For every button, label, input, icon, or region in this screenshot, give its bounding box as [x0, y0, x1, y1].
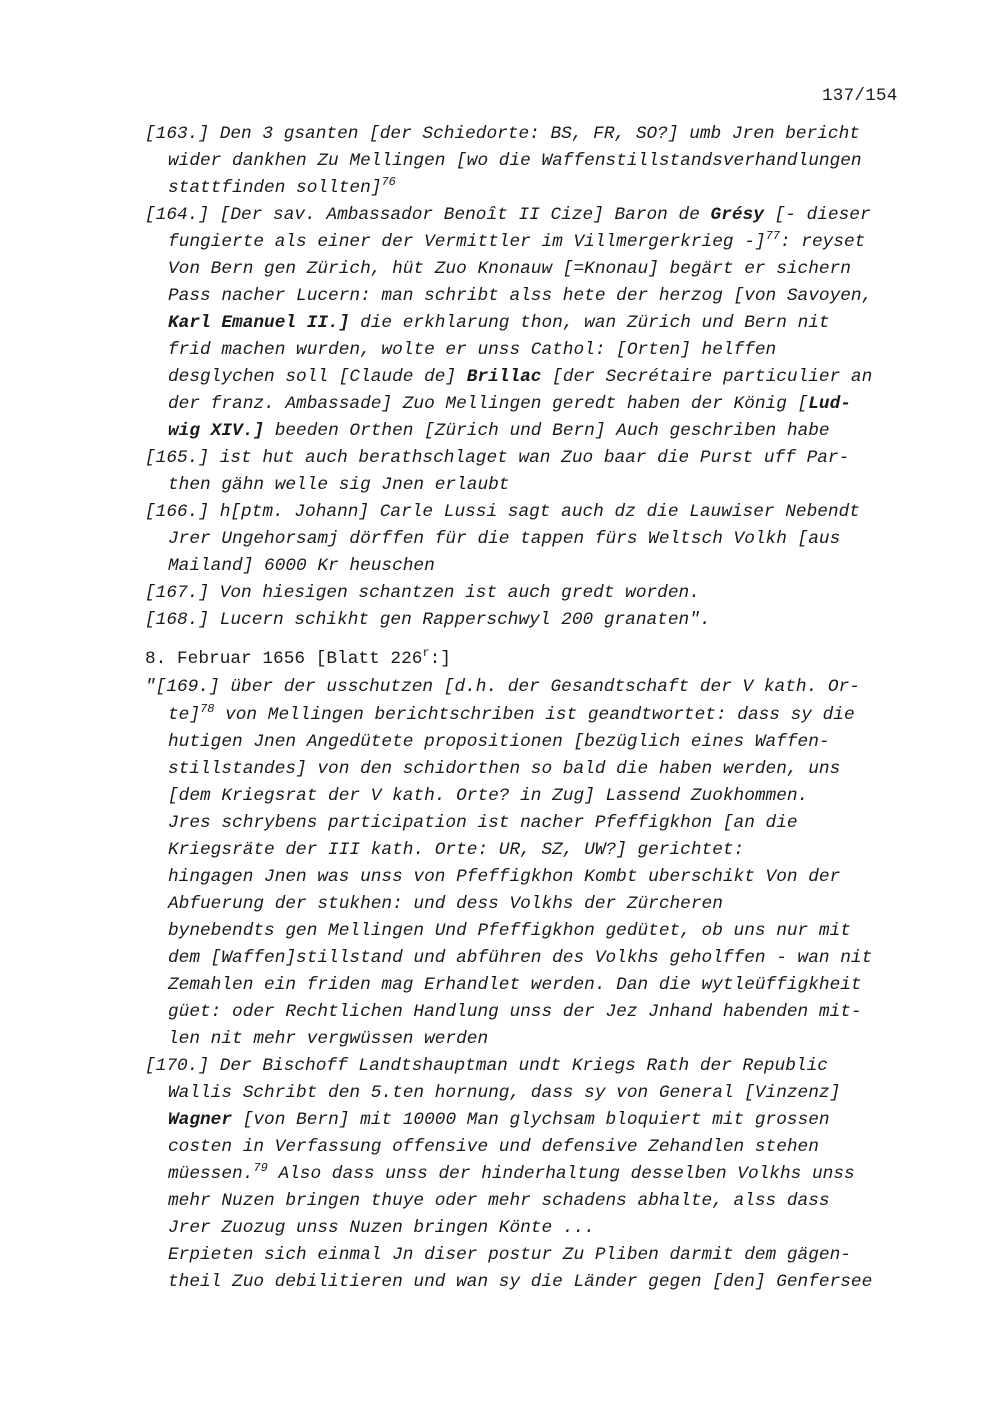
- entry-169-line-4: stillstandes] von den schidorthen so bald die haben werden, uns: [168, 759, 841, 779]
- entry-164-line-6: frid machen wurden, wolte er unss Cathol: [Orten] helffen: [168, 340, 777, 360]
- entry-169-line-5: [dem Kriegsrat der V kath. Orte? in Zug] Lassend Zuokhommen.: [168, 786, 809, 806]
- entry-164-line-7: [168, 367, 872, 387]
- entry-169-line-3: hutigen Jnen Angedütete propositionen [bezüglich eines Waffen-: [168, 732, 830, 752]
- entry-164-text-c: fungierte als einer der Vermittler im Villmergerkrieg -]: [168, 232, 766, 252]
- entry-169-line-10: bynebendts gen Mellingen Und Pfeffigkhon gedütet, ob uns nur mit: [168, 921, 851, 941]
- entry-170-line-2: Wallis Schribt den 5.ten hornung, dass sy von General [Vinzenz]: [168, 1083, 841, 1103]
- entry-163-text: stattfinden sollten]: [168, 178, 382, 198]
- entry-164-text-f: desglychen soll [Claude de]: [168, 367, 467, 387]
- entry-166-line-3: Mailand] 6000 Kr heuschen: [168, 556, 435, 576]
- entry-164-text-e: die erkhlarung thon, wan Zürich und Bern nit: [349, 313, 830, 333]
- entry-164-text-d: : reyset: [779, 232, 866, 252]
- entry-164-line-9: [168, 421, 830, 441]
- name-wagner: Wagner: [168, 1110, 233, 1130]
- date-heading: [145, 646, 451, 669]
- date-heading-sup: r: [422, 646, 430, 661]
- page-number: 137/154: [822, 86, 898, 106]
- footnote-77: 77: [765, 229, 780, 244]
- entry-165-line-2: then gähn welle sig Jnen erlaubt: [168, 475, 510, 495]
- entry-170-text-b: müessen.: [168, 1164, 254, 1184]
- footnote-79: 79: [253, 1161, 268, 1176]
- entry-164-text-b: [- dieser: [763, 205, 871, 225]
- entry-164-text-i: beeden Orthen [Zürich und Bern] Auch geschriben habe: [264, 421, 830, 441]
- entry-170-line-4: costen in Verfassung offensive und defensive Zehandlen stehen: [168, 1137, 819, 1157]
- footnote-78: 78: [200, 702, 215, 717]
- entry-163-line-2: wider dankhen Zu Mellingen [wo die Waffenstillstandsverhandlungen: [168, 151, 862, 171]
- date-heading-text: 8. Februar 1656 [Blatt 226: [145, 649, 423, 669]
- entry-164-text-g: [der Secrétaire particulier an: [541, 367, 873, 387]
- footnote-76: 76: [381, 175, 396, 190]
- entry-164-text-h: der franz. Ambassade] Zuo Mellingen geredt haben der König [: [168, 394, 809, 414]
- entry-164-line-4: Pass nacher Lucern: man schribt alss hete der herzog [von Savoyen,: [168, 286, 873, 306]
- entry-166-line-2: Jrer Ungehorsamj dörffen für die tappen fürs Weltsch Volkh [aus: [168, 529, 841, 549]
- entry-169-line-7: Kriegsräte der III kath. Orte: UR, SZ, UW?] gerichtet:: [168, 840, 745, 860]
- entry-170-line-9: theil Zuo debilitieren und wan sy die Länder gegen [den] Genfersee: [168, 1272, 873, 1292]
- entry-163-line-1: [163.] Den 3 gsanten [der Schiedorte: BS, FR, SO?] umb Jren bericht: [145, 124, 860, 144]
- entry-170-line-7: Jrer Zuozug unss Nuzen bringen Könte ...: [168, 1218, 595, 1238]
- entry-170-text-c: Also dass unss der hinderhaltung desselben Volkhs unss: [267, 1164, 855, 1184]
- name-gresy: Grésy: [710, 205, 764, 225]
- entry-170-line-6: mehr Nuzen bringen thuye oder mehr schadens abhalte, alss dass: [168, 1191, 830, 1211]
- name-ludwig-b: wig XIV.]: [168, 421, 265, 441]
- entry-164-line-8: [168, 394, 851, 414]
- entry-169-text-b: von Mellingen berichtschriben ist geandtwortet: dass sy die: [214, 705, 855, 725]
- entry-164-line-5: [168, 313, 830, 333]
- name-karl-emanuel: Karl Emanuel II.]: [168, 313, 350, 333]
- entry-169-line-1: "[169.] über der usschutzen [d.h. der Gesandtschaft der V kath. Or-: [145, 677, 860, 697]
- entry-168-line-1: [168.] Lucern schikht gen Rapperschwyl 200 granaten".: [145, 610, 711, 630]
- entry-165-line-1: [165.] ist hut auch berathschlaget wan Zuo baar die Purst uff Par-: [145, 448, 850, 468]
- entry-169-line-9: Abfuerung der stukhen: und dess Volkhs der Zürcheren: [168, 894, 723, 914]
- name-brillac: Brillac: [466, 367, 542, 387]
- date-heading-tail: :]: [429, 649, 451, 669]
- entry-169-line-12: Zemahlen ein friden mag Erhandlet werden. Dan die wytleüffigkheit: [168, 975, 862, 995]
- entry-169-line-13: güet: oder Rechtlichen Handlung unss der Jez Jnhand habenden mit-: [168, 1002, 862, 1022]
- entry-164-line-3: Von Bern gen Zürich, hüt Zuo Knonauw [=Knonau] begärt er sichern: [168, 259, 851, 279]
- entry-167-line-1: [167.] Von hiesigen schantzen ist auch gredt worden.: [145, 583, 700, 603]
- entry-169-line-14: len nit mehr vergwüssen werden: [168, 1029, 489, 1049]
- entry-170-line-1: [170.] Der Bischoff Landtshauptman undt Kriegs Rath der Republic: [145, 1056, 828, 1076]
- entry-163-line-3: [168, 175, 396, 198]
- entry-169-line-8: hingagen Jnen was unss von Pfeffigkhon Kombt uberschikt Von der: [168, 867, 841, 887]
- entry-169-line-11: dem [Waffen]stillstand und abführen des Volkhs geholffen - wan nit: [168, 948, 873, 968]
- entry-170-line-8: Erpieten sich einmal Jn diser postur Zu Pliben darmit dem gägen-: [168, 1245, 851, 1265]
- name-ludwig-a: Lud-: [808, 394, 851, 414]
- entry-169-line-6: Jres schrybens participation ist nacher Pfeffigkhon [an die: [168, 813, 798, 833]
- entry-170-line-3: [168, 1110, 830, 1130]
- entry-164-text-a: [164.] [Der sav. Ambassador Benoît II Cize] Baron de: [145, 205, 711, 225]
- entry-166-line-1: [166.] h[ptm. Johann] Carle Lussi sagt auch dz die Lauwiser Nebendt: [145, 502, 860, 522]
- entry-164-line-1: [145, 205, 871, 225]
- entry-169-text-a: te]: [168, 705, 201, 725]
- entry-170-text-a: [von Bern] mit 10000 Man glychsam bloquiert mit grossen: [232, 1110, 830, 1130]
- entry-169-line-2: [168, 702, 855, 725]
- entry-164-line-2: [168, 229, 866, 252]
- entry-170-line-5: [168, 1161, 855, 1184]
